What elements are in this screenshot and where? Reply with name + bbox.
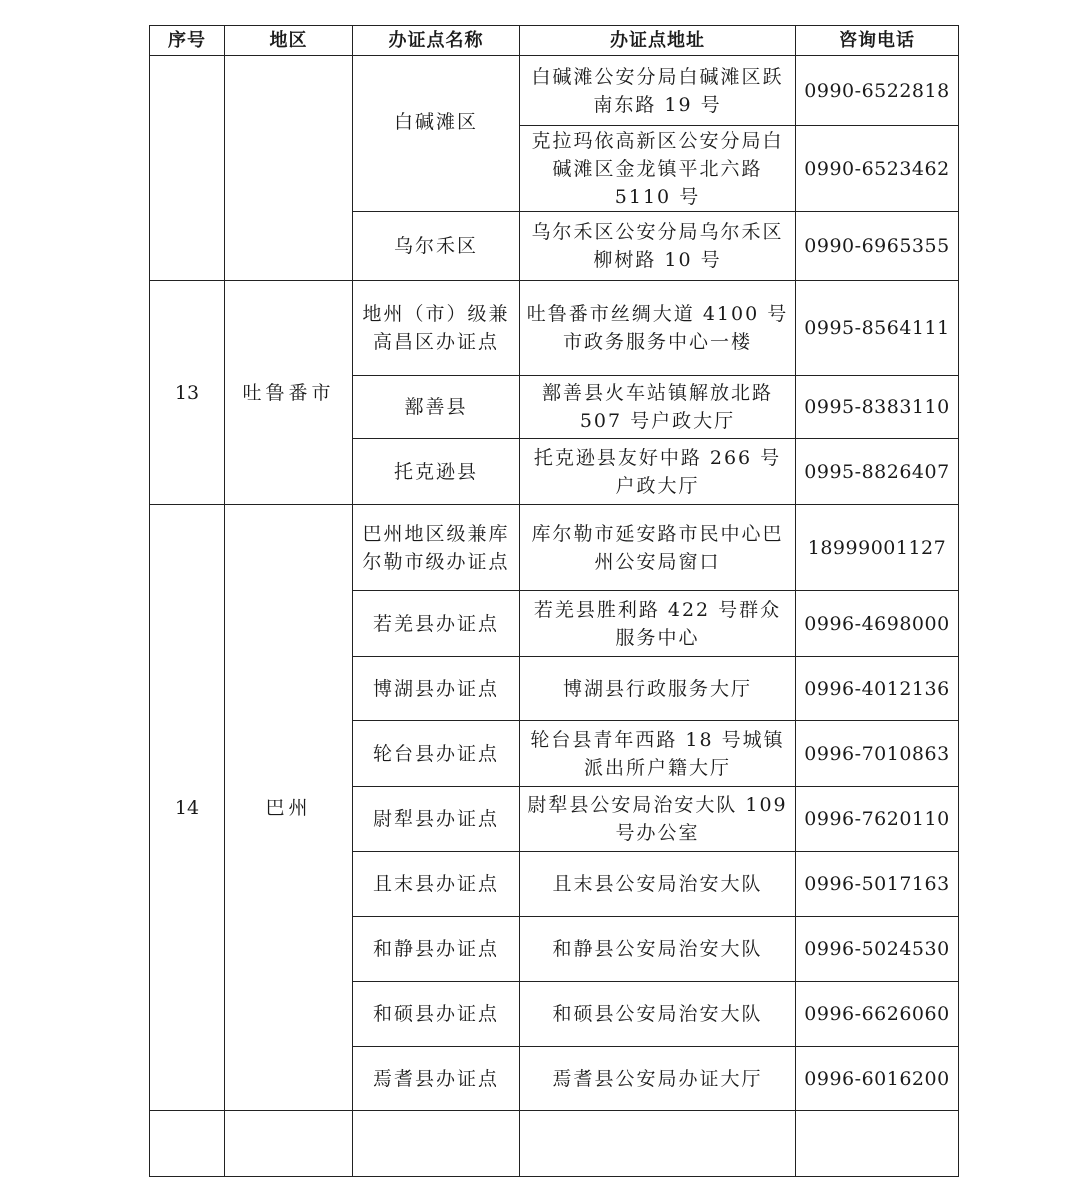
site-name-cell: 白碱滩区: [353, 56, 520, 212]
phone-cell: 0995-8383110: [796, 376, 959, 439]
table-row: [150, 505, 959, 591]
phone-cell: 18999001127: [796, 505, 959, 591]
phone-cell: 0990-6965355: [796, 212, 959, 281]
phone-cell: 0996-7620110: [796, 787, 959, 852]
site-address-cell: 乌尔禾区公安分局乌尔禾区柳树路 10 号: [520, 212, 796, 281]
site-name-cell: 鄯善县: [353, 376, 520, 439]
table-row: [150, 281, 959, 376]
phone-cell: 0996-4012136: [796, 657, 959, 721]
phone-cell: 0996-5017163: [796, 852, 959, 917]
phone-cell: 0995-8564111: [796, 281, 959, 376]
index-cell: 13: [150, 281, 225, 505]
site-name-cell: 若羌县办证点: [353, 591, 520, 657]
site-address-cell: 且末县公安局治安大队: [520, 852, 796, 917]
region-cell: 吐鲁番市: [225, 281, 353, 505]
site-address-cell: 克拉玛依高新区公安分局白碱滩区金龙镇平北六路 5110 号: [520, 126, 796, 212]
empty-cell: [520, 1111, 796, 1177]
phone-cell: 0990-6523462: [796, 126, 959, 212]
site-name-cell: 且末县办证点: [353, 852, 520, 917]
empty-cell: [225, 1111, 353, 1177]
site-name-cell: 乌尔禾区: [353, 212, 520, 281]
site-address-cell: 和静县公安局治安大队: [520, 917, 796, 982]
site-name-cell: 轮台县办证点: [353, 721, 520, 787]
site-address-cell: 博湖县行政服务大厅: [520, 657, 796, 721]
site-name-cell: 焉耆县办证点: [353, 1047, 520, 1111]
site-address-cell: 焉耆县公安局办证大厅: [520, 1047, 796, 1111]
phone-cell: 0996-7010863: [796, 721, 959, 787]
header-site-name: 办证点名称: [353, 26, 520, 56]
index-cell-empty: [150, 56, 225, 281]
header-site-address: 办证点地址: [520, 26, 796, 56]
header-row: [150, 26, 959, 56]
site-address-cell: 尉犁县公安局治安大队 109 号办公室: [520, 787, 796, 852]
phone-cell: 0996-6016200: [796, 1047, 959, 1111]
site-address-cell: 库尔勒市延安路市民中心巴州公安局窗口: [520, 505, 796, 591]
site-address-cell: 吐鲁番市丝绸大道 4100 号市政务服务中心一楼: [520, 281, 796, 376]
site-address-cell: 托克逊县友好中路 266 号户政大厅: [520, 439, 796, 505]
header-region: 地区: [225, 26, 353, 56]
index-cell: 14: [150, 505, 225, 1111]
header-index: 序号: [150, 26, 225, 56]
empty-cell: [353, 1111, 520, 1177]
region-cell-empty: [225, 56, 353, 281]
region-cell: 巴州: [225, 505, 353, 1111]
header-phone: 咨询电话: [796, 26, 959, 56]
phone-cell: 0996-6626060: [796, 982, 959, 1047]
phone-cell: 0990-6522818: [796, 56, 959, 126]
site-name-cell: 地州（市）级兼高昌区办证点: [353, 281, 520, 376]
site-address-cell: 和硕县公安局治安大队: [520, 982, 796, 1047]
site-address-cell: 白碱滩公安分局白碱滩区跃南东路 19 号: [520, 56, 796, 126]
table-row: [150, 56, 959, 126]
site-name-cell: 博湖县办证点: [353, 657, 520, 721]
site-name-cell: 尉犁县办证点: [353, 787, 520, 852]
empty-cell: [796, 1111, 959, 1177]
phone-cell: 0996-5024530: [796, 917, 959, 982]
empty-table-row: [150, 1111, 959, 1177]
site-name-cell: 托克逊县: [353, 439, 520, 505]
site-address-cell: 轮台县青年西路 18 号城镇派出所户籍大厅: [520, 721, 796, 787]
empty-cell: [150, 1111, 225, 1177]
phone-cell: 0996-4698000: [796, 591, 959, 657]
phone-cell: 0995-8826407: [796, 439, 959, 505]
site-name-cell: 和硕县办证点: [353, 982, 520, 1047]
service-locations-table: [149, 25, 959, 1177]
site-address-cell: 若羌县胜利路 422 号群众服务中心: [520, 591, 796, 657]
site-name-cell: 巴州地区级兼库尔勒市级办证点: [353, 505, 520, 591]
site-name-cell: 和静县办证点: [353, 917, 520, 982]
site-address-cell: 鄯善县火车站镇解放北路 507 号户政大厅: [520, 376, 796, 439]
